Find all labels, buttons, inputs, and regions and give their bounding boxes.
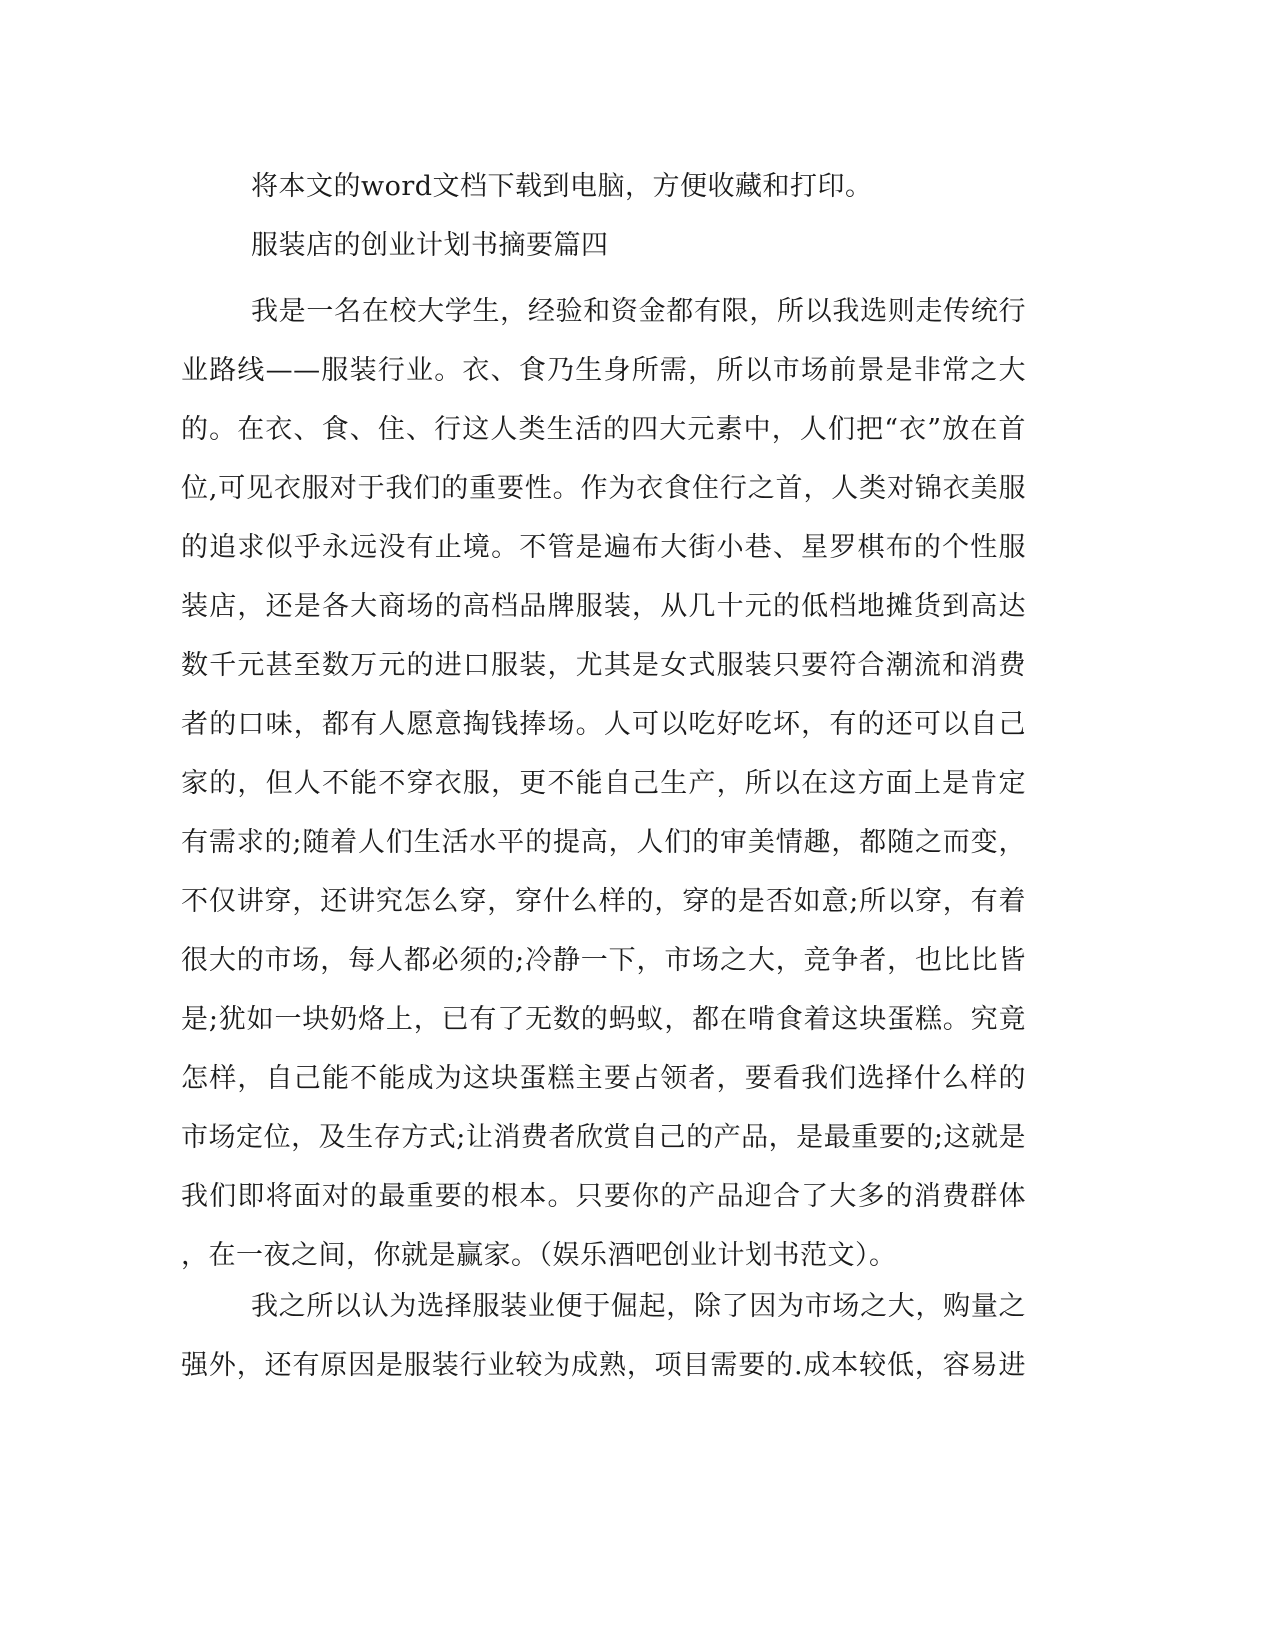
paragraph-line: 业路线——服装行业。衣、食乃生身所需，所以市场前景是非常之大 <box>181 355 1026 386</box>
paragraph-line: 装店，还是各大商场的高档品牌服装，从几十元的低档地摊货到高达 <box>181 591 1026 622</box>
paragraph-line: 的追求似乎永远没有止境。不管是遍布大街小巷、星罗棋布的个性服 <box>181 532 1026 563</box>
paragraph-line: 家的，但人不能不穿衣服，更不能自己生产，所以在这方面上是肯定 <box>181 768 1026 799</box>
paragraph-line: 位,可见衣服对于我们的重要性。作为衣食住行之首，人类对锦衣美服 <box>181 473 1026 504</box>
paragraph-line: 很大的市场，每人都必须的;冷静一下，市场之大，竞争者，也比比皆 <box>181 945 1026 976</box>
paragraph-line: 有需求的;随着人们生活水平的提高，人们的审美情趣，都随之而变， <box>181 827 1026 858</box>
paragraph-line: 数千元甚至数万元的进口服装，尤其是女式服装只要符合潮流和消费 <box>181 650 1026 681</box>
paragraph-line: 是;犹如一块奶烙上，已有了无数的蚂蚁，都在啃食着这块蛋糕。究竟 <box>181 1004 1026 1035</box>
download-note: 将本文的word文档下载到电脑，方便收藏和打印。 <box>251 171 873 202</box>
paragraph-line: 强外，还有原因是服装行业较为成熟，项目需要的.成本较低，容易进 <box>181 1350 1026 1381</box>
paragraph-line: 我们即将面对的最重要的根本。只要你的产品迎合了大多的消费群体 <box>181 1181 1026 1212</box>
paragraph-2 <box>181 1277 1026 1395</box>
paragraph-line: 我之所以认为选择服装业便于倔起，除了因为市场之大，购量之 <box>251 1291 1026 1322</box>
section-title: 服装店的创业计划书摘要篇四 <box>251 230 609 261</box>
paragraph-line: 的。在衣、食、住、行这人类生活的四大元素中，人们把“衣”放在首 <box>181 414 1026 445</box>
paragraph-line: 怎样，自己能不能成为这块蛋糕主要占领者，要看我们选择什么样的 <box>181 1063 1026 1094</box>
paragraph-1 <box>181 282 1026 1285</box>
paragraph-line: 者的口味，都有人愿意掏钱捧场。人可以吃好吃坏，有的还可以自己 <box>181 709 1026 740</box>
paragraph-line: ，在一夜之间，你就是赢家。（娱乐酒吧创业计划书范文）。 <box>181 1240 897 1271</box>
paragraph-line: 市场定位，及生存方式;让消费者欣赏自己的产品，是最重要的;这就是 <box>181 1122 1026 1153</box>
paragraph-line: 我是一名在校大学生，经验和资金都有限，所以我选则走传统行 <box>251 296 1026 327</box>
paragraph-line: 不仅讲穿，还讲究怎么穿，穿什么样的，穿的是否如意;所以穿，有着 <box>181 886 1026 917</box>
